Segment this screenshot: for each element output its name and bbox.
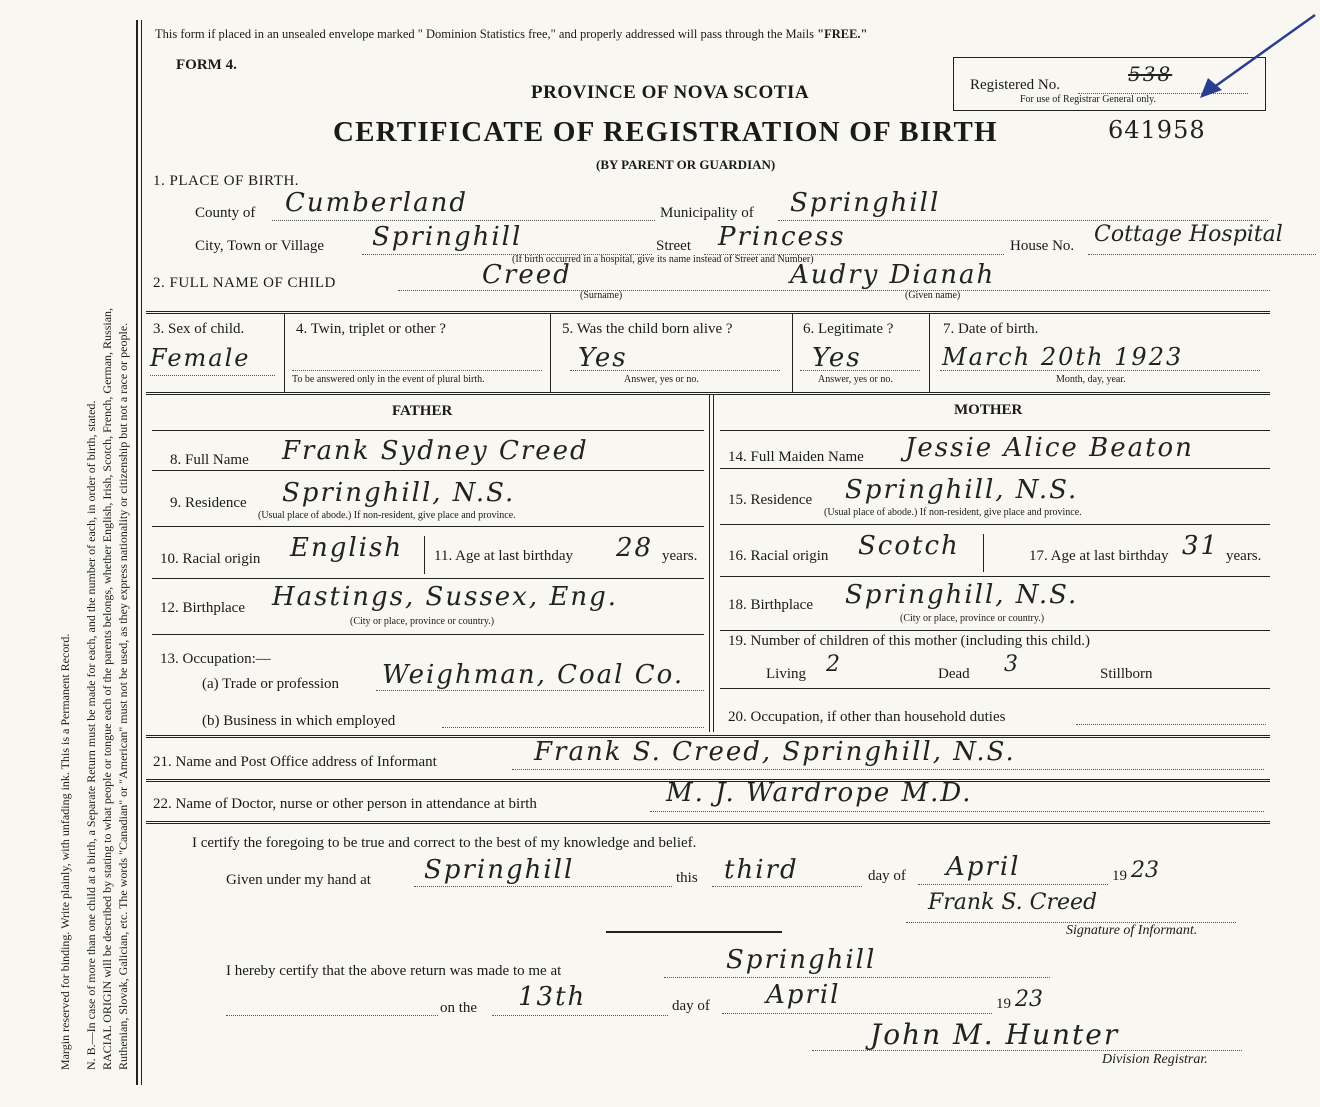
- dead-label: Dead: [938, 666, 970, 682]
- mother-residence-note: (Usual place of abode.) If non-resident, give place and province.: [824, 507, 1082, 518]
- mother-heading: MOTHER: [954, 402, 1023, 418]
- city-value: Springhill: [372, 222, 523, 252]
- registrar-statement: I hereby certify that the above return was made to me at: [226, 963, 562, 979]
- county-value: Cumberland: [285, 188, 468, 218]
- alive-label: 5. Was the child born alive ?: [562, 321, 733, 337]
- father-residence-note: (Usual place of abode.) If non-resident, give place and province.: [258, 510, 516, 521]
- alive-note: Answer, yes or no.: [624, 374, 699, 385]
- municipality-value: Springhill: [790, 188, 941, 218]
- informant-value: Frank S. Creed, Springhill, N.S.: [534, 737, 1016, 767]
- informant-sig-label: Signature of Informant.: [1066, 923, 1198, 938]
- binding-rule-inner: [141, 20, 142, 1085]
- father-racial-label: 10. Racial origin: [160, 551, 261, 567]
- reg-month-value: April: [766, 980, 841, 1010]
- mother-name-label: 14. Full Maiden Name: [728, 449, 864, 465]
- mother-children-label: 19. Number of children of this mother (including this child.): [728, 633, 1091, 649]
- father-age-unit: years.: [662, 548, 698, 564]
- legitimate-note: Answer, yes or no.: [818, 374, 893, 385]
- subtitle: (BY PARENT OR GUARDIAN): [596, 157, 776, 172]
- certify-statement: I certify the foregoing to be true and correct to the best of my knowledge and belief.: [192, 835, 697, 851]
- side-note-1: Margin reserved for binding. Write plainly, with unfading ink. This is a Permanent Record.: [58, 633, 72, 1070]
- house-label: House No.: [1010, 238, 1075, 254]
- mother-name-value: Jessie Alice Beaton: [905, 433, 1194, 463]
- father-birthplace-note: (City or place, province or country.): [350, 616, 495, 627]
- sex-value: Female: [150, 344, 251, 372]
- reg-year-prefix: 19: [996, 996, 1011, 1012]
- mother-occupation-label: 20. Occupation, if other than household duties: [728, 709, 1006, 725]
- mother-age-label: 17. Age at last birthday: [1029, 548, 1169, 564]
- doctor-label: 22. Name of Doctor, nurse or other person in attendance at birth: [153, 796, 537, 812]
- province-title: PROVINCE OF NOVA SCOTIA: [531, 82, 810, 103]
- doctor-value: M. J. Wardrope M.D.: [666, 778, 973, 808]
- father-heading: FATHER: [392, 403, 453, 419]
- father-age-label: 11. Age at last birthday: [434, 548, 573, 564]
- reg-year-value: 23: [1015, 987, 1043, 1012]
- dob-label: 7. Date of birth.: [943, 321, 1039, 337]
- surname-note: (Surname): [580, 290, 623, 301]
- registrar-sig-label: Division Registrar.: [1102, 1052, 1208, 1067]
- father-racial-value: English: [290, 533, 404, 563]
- given-under-label: Given under my hand at: [226, 872, 371, 888]
- father-name-value: Frank Sydney Creed: [282, 436, 589, 466]
- mother-birthplace-value: Springhill, N.S.: [845, 580, 1079, 610]
- father-occupation-label: 13. Occupation:—: [160, 651, 271, 667]
- on-the-label: on the: [440, 1000, 478, 1016]
- legitimate-label: 6. Legitimate ?: [803, 321, 894, 337]
- living-label: Living: [766, 666, 806, 682]
- father-birthplace-label: 12. Birthplace: [160, 600, 245, 616]
- alive-value: Yes: [578, 343, 628, 373]
- living-value: 2: [826, 652, 842, 677]
- county-label: County of: [195, 205, 256, 221]
- mother-age-unit: years.: [1226, 548, 1262, 564]
- certificate-number: 641958: [1108, 116, 1206, 144]
- child-given-value: Audry Dianah: [790, 260, 996, 290]
- father-residence-value: Springhill, N.S.: [282, 478, 516, 508]
- father-name-label: 8. Full Name: [170, 452, 249, 468]
- given-place-value: Springhill: [424, 855, 575, 885]
- mother-residence-label: 15. Residence: [728, 492, 813, 508]
- postal-note: This form if placed in an unsealed envelope marked " Dominion Statistics free," and properly addressed will pass through the Mails "FREE.": [155, 27, 868, 41]
- father-birthplace-value: Hastings, Sussex, Eng.: [272, 582, 618, 612]
- dob-note: Month, day, year.: [1056, 374, 1126, 385]
- registrar-signature: John M. Hunter: [870, 1018, 1120, 1051]
- registrar-place-value: Springhill: [726, 945, 877, 975]
- dob-value: March 20th 1923: [942, 343, 1184, 371]
- child-name-label: 2. FULL NAME OF CHILD: [153, 275, 336, 291]
- given-name-note: (Given name): [905, 290, 961, 301]
- arrow-mark-icon: [1190, 10, 1320, 105]
- binding-rule: [136, 20, 138, 1085]
- mother-racial-label: 16. Racial origin: [728, 548, 829, 564]
- year-prefix: 19: [1112, 868, 1127, 884]
- mother-residence-value: Springhill, N.S.: [845, 475, 1079, 505]
- street-value: Princess: [718, 222, 846, 252]
- twin-note: To be answered only in the event of plural birth.: [292, 374, 485, 385]
- year-value: 23: [1131, 858, 1159, 883]
- father-age-value: 28: [616, 533, 654, 563]
- registered-number: 538: [1128, 62, 1173, 86]
- mother-age-value: 31: [1182, 531, 1220, 561]
- father-residence-label: 9. Residence: [170, 495, 247, 511]
- reg-day-value: 13th: [518, 982, 587, 1012]
- registered-label: Registered No.: [970, 77, 1060, 93]
- legitimate-value: Yes: [812, 343, 862, 373]
- reg-day-of-label: day of: [672, 998, 710, 1014]
- street-note: (If birth occurred in a hospital, give its name instead of Street and Number): [512, 254, 814, 265]
- side-note-4: Ruthenian, Slovak, Galician, etc. The words "Canadian" or "American" must not be used, as they express nationality or citizenship but not a race or people.: [116, 322, 130, 1070]
- certificate-title: CERTIFICATE OF REGISTRATION OF BIRTH: [333, 116, 998, 148]
- twin-label: 4. Twin, triplet or other ?: [296, 321, 446, 337]
- father-trade-label: (a) Trade or profession: [202, 676, 340, 692]
- municipality-label: Municipality of: [660, 205, 754, 221]
- mother-racial-value: Scotch: [858, 531, 960, 561]
- informant-label: 21. Name and Post Office address of Informant: [153, 754, 437, 770]
- father-business-label: (b) Business in which employed: [202, 713, 396, 729]
- city-label: City, Town or Village: [195, 238, 325, 254]
- side-note-2: N. B.—In case of more than one child at a birth, a Separate Return must be made for each, and the number of each, in order of birth, stated.: [84, 400, 98, 1070]
- form-number: FORM 4.: [176, 57, 237, 73]
- sex-label: 3. Sex of child.: [153, 321, 245, 337]
- day-value: third: [724, 855, 799, 885]
- month-value: April: [946, 852, 1021, 882]
- registrar-only-note: For use of Registrar General only.: [1020, 94, 1156, 105]
- mother-birthplace-note: (City or place, province or country.): [900, 613, 1045, 624]
- informant-signature: Frank S. Creed: [928, 890, 1098, 915]
- side-note-3: RACIAL ORIGIN will be described by stating to what people or tongue each of the parents belongs, whether English, Irish, Scotch, French, German, Russian,: [100, 307, 114, 1070]
- place-of-birth-heading: 1. PLACE OF BIRTH.: [153, 173, 300, 189]
- father-trade-value: Weighman, Coal Co.: [382, 660, 685, 690]
- dead-value: 3: [1004, 652, 1020, 677]
- mother-birthplace-label: 18. Birthplace: [728, 597, 813, 613]
- house-value: Cottage Hospital: [1094, 222, 1283, 247]
- stillborn-label: Stillborn: [1100, 666, 1153, 682]
- day-of-label: day of: [868, 868, 906, 884]
- this-label: this: [676, 870, 698, 886]
- street-label: Street: [656, 238, 691, 254]
- child-surname-value: Creed: [482, 260, 572, 290]
